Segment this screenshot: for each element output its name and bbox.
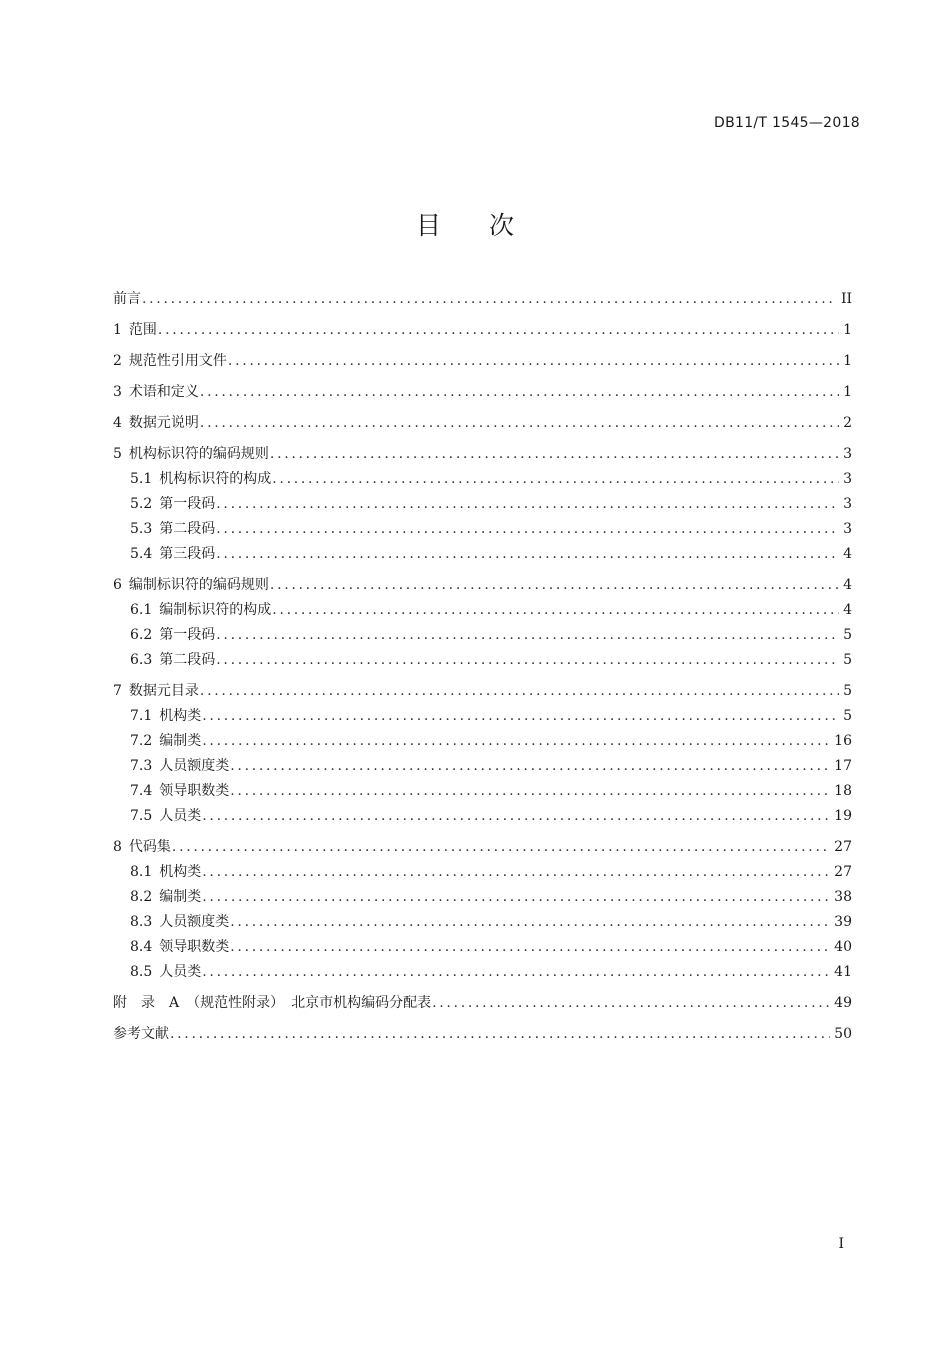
dot-leader bbox=[230, 910, 830, 935]
dot-leader bbox=[230, 754, 830, 779]
toc-entry-label: 范围 bbox=[128, 322, 157, 338]
toc-entry-page: 27 bbox=[834, 864, 852, 880]
toc-entry[interactable] bbox=[113, 991, 852, 1016]
toc-entry-label: 数据元说明 bbox=[128, 415, 199, 431]
page-title: 目 次 bbox=[416, 211, 534, 240]
toc-entry-label: 第三段码 bbox=[159, 546, 216, 562]
toc-entry-number: 1 bbox=[113, 322, 122, 338]
toc-entry-page: 5 bbox=[843, 627, 852, 643]
toc-entry[interactable] bbox=[113, 517, 852, 542]
dot-leader bbox=[216, 517, 839, 542]
toc-entry[interactable] bbox=[113, 704, 852, 729]
toc-entry-number: 3 bbox=[113, 384, 122, 400]
toc-entry-page: 5 bbox=[843, 652, 852, 668]
toc-entry-number: 7.2 bbox=[130, 733, 153, 749]
toc-entry-number: 4 bbox=[113, 415, 122, 431]
toc-entry-label: 第一段码 bbox=[159, 496, 216, 512]
toc-entry-label: 第二段码 bbox=[159, 521, 216, 537]
toc-entry-page: 41 bbox=[834, 964, 852, 980]
toc-entry[interactable] bbox=[113, 910, 852, 935]
toc-entry-number: 8.4 bbox=[130, 939, 153, 955]
toc-entry-label: 第二段码 bbox=[159, 652, 216, 668]
toc-entry-page: 19 bbox=[834, 808, 852, 824]
toc-entry-page: 1 bbox=[843, 322, 852, 338]
toc-entry[interactable] bbox=[113, 411, 852, 436]
toc-entry-label: 人员额度类 bbox=[159, 758, 230, 774]
toc-entry-page: 3 bbox=[843, 496, 852, 512]
toc-entry[interactable] bbox=[113, 754, 852, 779]
toc-entry-number: 5.1 bbox=[130, 471, 153, 487]
toc-entry-page: 4 bbox=[843, 602, 852, 618]
toc-entry-page: 16 bbox=[834, 733, 852, 749]
dot-leader bbox=[228, 349, 839, 374]
toc-entry-label: 机构标识符的构成 bbox=[159, 471, 272, 487]
toc-entry[interactable] bbox=[113, 804, 852, 829]
toc-entry-number: 8.1 bbox=[130, 864, 153, 880]
toc-entry-label: 编制类 bbox=[159, 733, 202, 749]
toc-entry-number: 8.5 bbox=[130, 964, 153, 980]
toc-entry[interactable] bbox=[113, 623, 852, 648]
dot-leader bbox=[202, 885, 830, 910]
toc-entry-page: 4 bbox=[843, 546, 852, 562]
toc-entry-label: 数据元目录 bbox=[128, 683, 199, 699]
toc-entry-number: 5.3 bbox=[130, 521, 153, 537]
dot-leader bbox=[216, 623, 839, 648]
dot-leader bbox=[216, 648, 839, 673]
dot-leader bbox=[270, 573, 839, 598]
toc-entry[interactable] bbox=[113, 860, 852, 885]
toc-entry-label: 机构类 bbox=[159, 864, 202, 880]
toc-entry-number: 6.2 bbox=[130, 627, 153, 643]
toc-entry-label: 人员类 bbox=[159, 808, 202, 824]
toc-entry-number: 6 bbox=[113, 577, 122, 593]
toc-entry[interactable] bbox=[113, 648, 852, 673]
toc-entry-number: 2 bbox=[113, 353, 122, 369]
dot-leader bbox=[202, 729, 830, 754]
page-number: I bbox=[838, 1236, 844, 1252]
toc-entry-label: 编制类 bbox=[159, 889, 202, 905]
toc-entry-number: 7.3 bbox=[130, 758, 153, 774]
dot-leader bbox=[272, 467, 839, 492]
toc-entry-label: 附 录 A （规范性附录） 北京市机构编码分配表 bbox=[113, 995, 432, 1011]
toc-entry-number: 7.1 bbox=[130, 708, 153, 724]
toc-entry-number: 6.1 bbox=[130, 602, 153, 618]
toc-entry[interactable] bbox=[113, 779, 852, 804]
dot-leader bbox=[216, 492, 839, 517]
table-of-contents bbox=[113, 287, 852, 1047]
dot-leader bbox=[200, 679, 839, 704]
toc-entry-label: 领导职数类 bbox=[159, 939, 230, 955]
dot-leader bbox=[270, 442, 839, 467]
dot-leader bbox=[170, 1022, 830, 1047]
dot-leader bbox=[202, 804, 830, 829]
dot-leader bbox=[272, 598, 839, 623]
toc-entry-page: 49 bbox=[834, 995, 852, 1011]
toc-entry-page: 3 bbox=[843, 521, 852, 537]
dot-leader bbox=[230, 935, 830, 960]
toc-entry-number: 8.2 bbox=[130, 889, 153, 905]
toc-entry[interactable] bbox=[113, 542, 852, 567]
toc-entry[interactable] bbox=[113, 349, 852, 374]
toc-entry-number: 8 bbox=[113, 839, 122, 855]
toc-entry[interactable] bbox=[113, 467, 852, 492]
dot-leader bbox=[202, 960, 830, 985]
toc-entry-page: 3 bbox=[843, 471, 852, 487]
toc-entry-label: 人员额度类 bbox=[159, 914, 230, 930]
toc-entry-page: 5 bbox=[843, 683, 852, 699]
toc-entry-page: 39 bbox=[834, 914, 852, 930]
toc-entry-label: 术语和定义 bbox=[128, 384, 199, 400]
dot-leader bbox=[200, 411, 839, 436]
toc-entry[interactable] bbox=[113, 598, 852, 623]
toc-entry-page: 1 bbox=[843, 353, 852, 369]
toc-entry-page: 2 bbox=[843, 415, 852, 431]
toc-entry-label: 编制标识符的编码规则 bbox=[128, 577, 269, 593]
toc-entry[interactable] bbox=[113, 492, 852, 517]
toc-entry-label: 领导职数类 bbox=[159, 783, 230, 799]
toc-entry-number: 5.4 bbox=[130, 546, 153, 562]
dot-leader bbox=[230, 779, 830, 804]
toc-entry[interactable] bbox=[113, 1022, 852, 1047]
toc-entry[interactable] bbox=[113, 573, 852, 598]
toc-entry[interactable] bbox=[113, 442, 852, 467]
dot-leader bbox=[202, 704, 839, 729]
toc-entry[interactable] bbox=[113, 885, 852, 910]
toc-entry-page: 27 bbox=[834, 839, 852, 855]
toc-entry-page: 50 bbox=[834, 1026, 852, 1042]
toc-entry-label: 编制标识符的构成 bbox=[159, 602, 272, 618]
dot-leader bbox=[216, 542, 839, 567]
toc-entry-number: 8.3 bbox=[130, 914, 153, 930]
toc-entry-page: II bbox=[840, 291, 852, 307]
toc-entry-label: 人员类 bbox=[159, 964, 202, 980]
toc-entry[interactable] bbox=[113, 935, 852, 960]
toc-entry-number: 7 bbox=[113, 683, 122, 699]
toc-entry-label: 第一段码 bbox=[159, 627, 216, 643]
toc-entry[interactable] bbox=[113, 380, 852, 405]
toc-entry-number: 5.2 bbox=[130, 496, 153, 512]
toc-entry-page: 18 bbox=[834, 783, 852, 799]
dot-leader bbox=[202, 860, 830, 885]
toc-entry-page: 4 bbox=[843, 577, 852, 593]
dot-leader bbox=[142, 287, 837, 312]
dot-leader bbox=[158, 318, 839, 343]
toc-entry[interactable] bbox=[113, 729, 852, 754]
toc-entry-page: 40 bbox=[834, 939, 852, 955]
toc-entry-number: 7.5 bbox=[130, 808, 153, 824]
toc-entry-label: 机构标识符的编码规则 bbox=[128, 446, 269, 462]
toc-entry-label: 机构类 bbox=[159, 708, 202, 724]
dot-leader bbox=[172, 835, 830, 860]
toc-entry-page: 38 bbox=[834, 889, 852, 905]
toc-entry[interactable] bbox=[113, 679, 852, 704]
toc-entry-label: 前言 bbox=[113, 291, 141, 307]
toc-entry-label: 代码集 bbox=[128, 839, 171, 855]
toc-entry-number: 7.4 bbox=[130, 783, 153, 799]
toc-entry-page: 1 bbox=[843, 384, 852, 400]
toc-entry[interactable] bbox=[113, 318, 852, 343]
dot-leader bbox=[200, 380, 839, 405]
standard-code: DB11/T 1545—2018 bbox=[714, 115, 860, 131]
toc-entry-label: 规范性引用文件 bbox=[128, 353, 227, 369]
toc-entry-number: 6.3 bbox=[130, 652, 153, 668]
toc-entry-page: 3 bbox=[843, 446, 852, 462]
dot-leader bbox=[432, 991, 830, 1016]
toc-entry[interactable] bbox=[113, 835, 852, 860]
toc-entry-page: 17 bbox=[834, 758, 852, 774]
toc-entry[interactable] bbox=[113, 287, 852, 312]
toc-entry-number: 5 bbox=[113, 446, 122, 462]
toc-entry-label: 参考文献 bbox=[113, 1026, 169, 1042]
toc-entry[interactable] bbox=[113, 960, 852, 985]
toc-entry-page: 5 bbox=[843, 708, 852, 724]
